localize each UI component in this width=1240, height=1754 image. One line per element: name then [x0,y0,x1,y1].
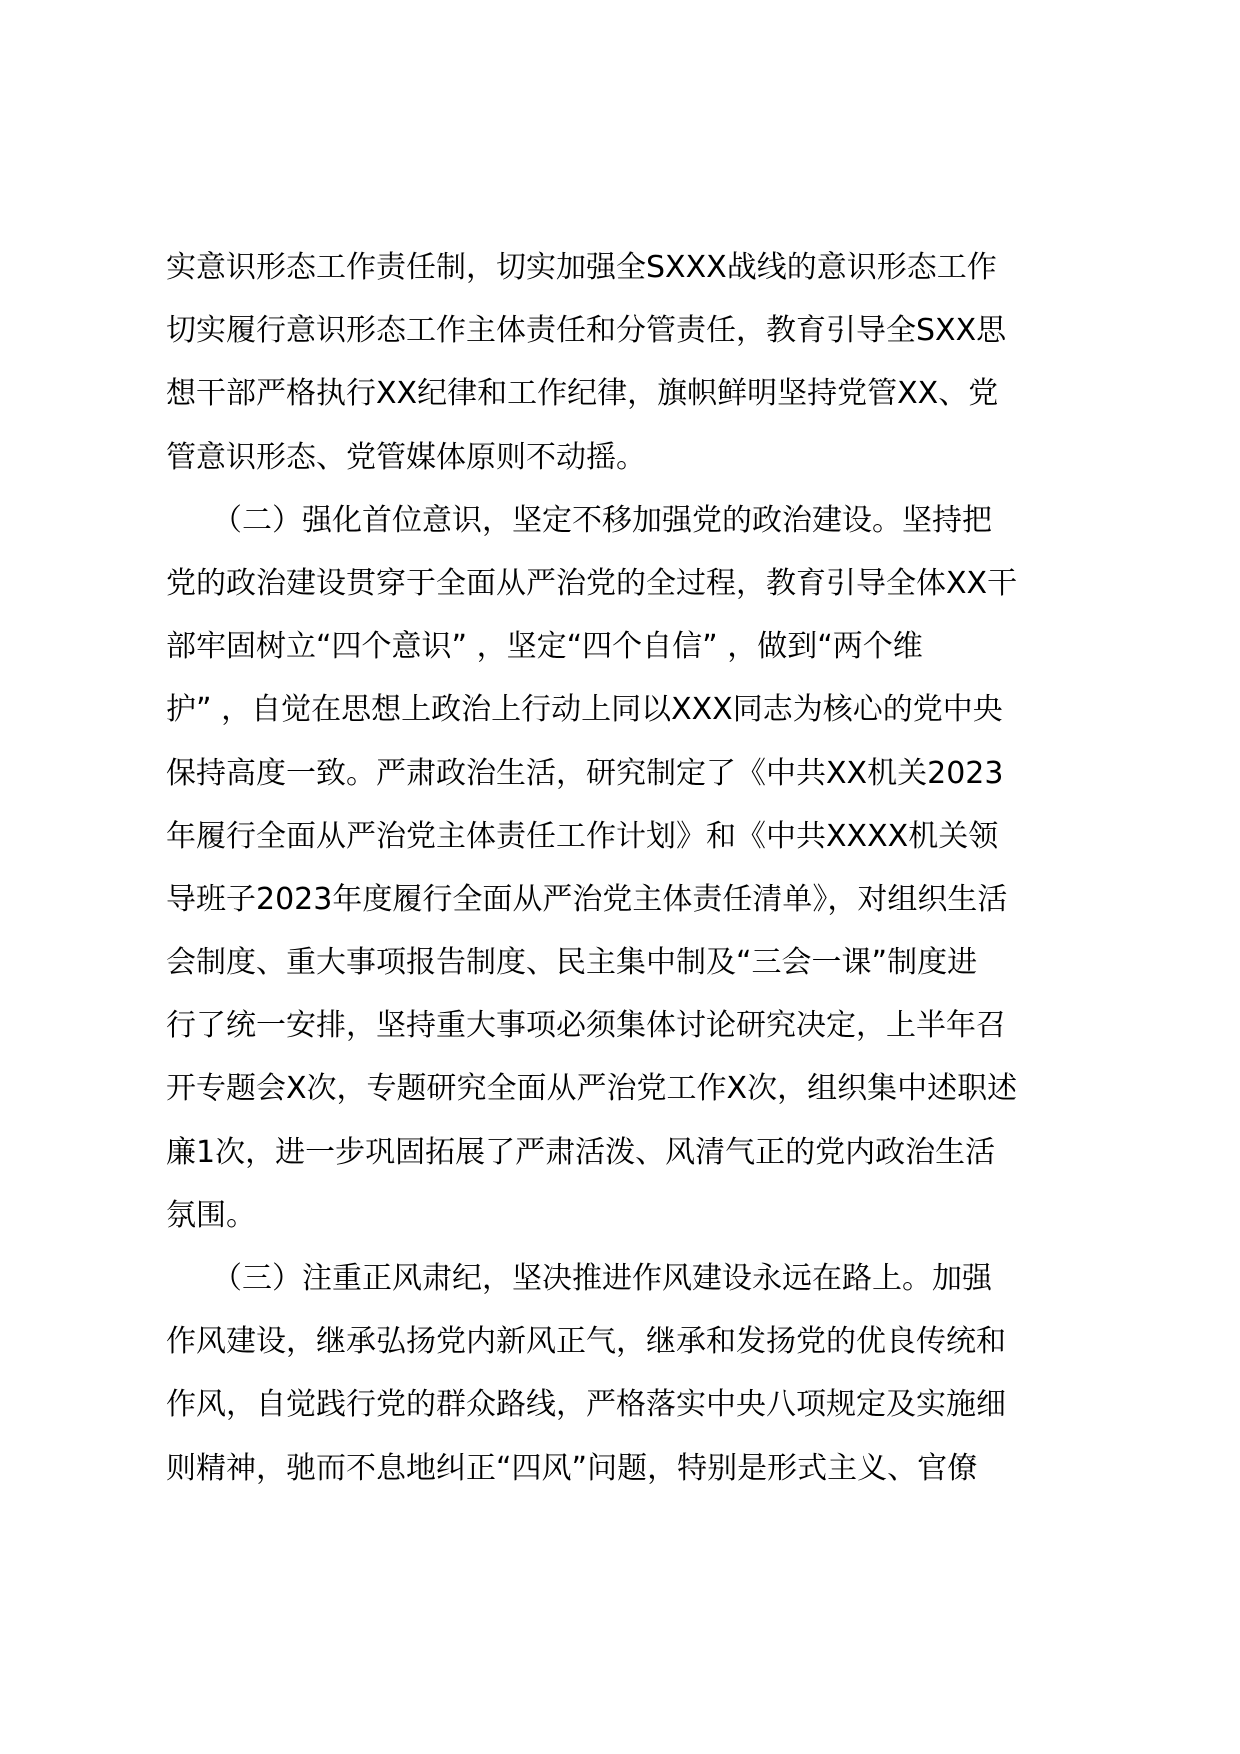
text-line-8: 护” ，自觉在思想上政治上行动上同以XXX同志为核心的党中央 [166,692,1003,728]
text-line-1: 实意识形态工作责任制，切实加强全SXXX战线的意识形态工作 [166,250,997,285]
text-line-2: 切实履行意识形态工作主体责任和分管责任，教育引导全SXX思 [166,313,1007,349]
section-heading-2-line: （二）强化首位意识，坚定不移加强党的政治建设。坚持把 [212,502,992,538]
text-line-9: 保持高度一致。严肃政治生活，研究制定了《中共XX机关2023 [166,755,1004,791]
document-body [166,236,1126,1500]
text-line-10: 年履行全面从严治党主体责任工作计划》和《中共XXXX机关领 [166,818,999,854]
text-line-19: 作风，自觉践行党的群众路线，严格落实中央八项规定及实施细 [166,1387,1006,1423]
text-line-14: 开专题会X次，专题研究全面从严治党工作X次，组织集中述职述 [166,1071,1018,1107]
text-line-20: 则精神，驰而不息地纠正“四风”问题，特别是形式主义、官僚 [166,1450,978,1486]
text-line-7: 部牢固树立“四个意识” ，坚定“四个自信” ，做到“两个维 [166,629,923,665]
text-line-3: 想干部严格执行XX纪律和工作纪律，旗帜鲜明坚持党管XX、党 [166,376,999,412]
section-heading-3-line: （三）注重正风肃纪，坚决推进作风建设永远在路上。加强 [212,1261,992,1296]
text-line-15: 廉1次，进一步巩固拓展了严肃活泼、风清气正的党内政治生活 [166,1134,996,1170]
text-line-16: 氛围。 [166,1197,256,1233]
text-line-6: 党的政治建设贯穿于全面从严治党的全过程，教育引导全体XX干 [166,565,1018,601]
text-line-12: 会制度、重大事项报告制度、民主集中制及“三会一课”制度进 [166,945,978,981]
text-line-11: 导班子2023年度履行全面从严治党主体责任清单》，对组织生活 [166,881,1008,917]
text-line-13: 行了统一安排，坚持重大事项必须集体讨论研究决定，上半年召 [166,1008,1006,1044]
text-line-4: 管意识形态、党管媒体原则不动摇。 [166,439,646,475]
text-line-18: 作风建设，继承弘扬党内新风正气，继承和发扬党的优良传统和 [166,1324,1006,1360]
